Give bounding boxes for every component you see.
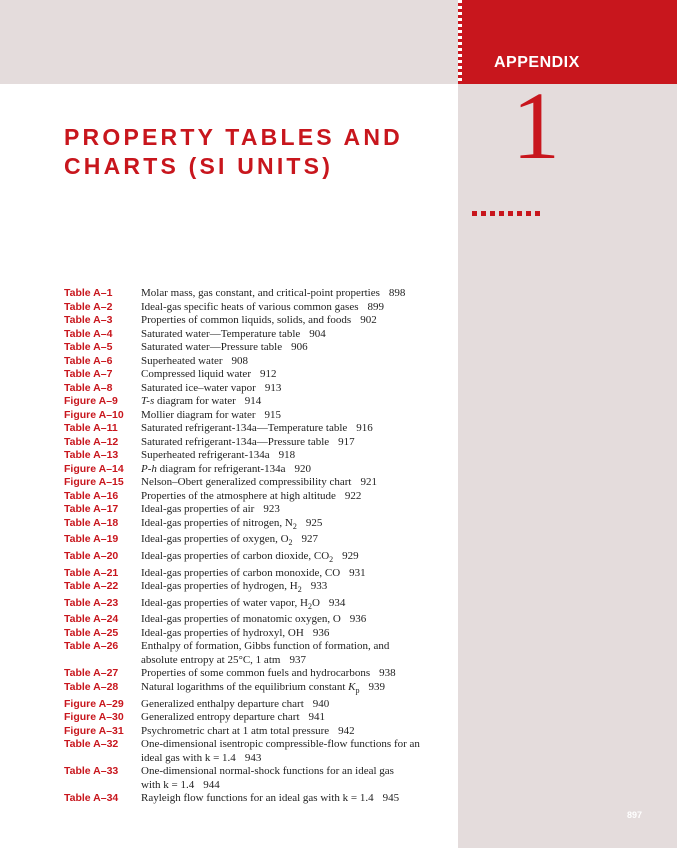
toc-entry (64, 517, 454, 534)
toc-entry (64, 287, 454, 301)
toc-description (141, 341, 454, 355)
toc-entry (64, 314, 454, 328)
toc-description-line (141, 463, 285, 475)
toc-entry (64, 395, 454, 409)
toc-text: O (311, 596, 320, 609)
toc-page: 904 (309, 327, 326, 340)
toc-label: Table A–11 (64, 422, 118, 434)
toc-text: Mollier diagram for water (141, 408, 256, 421)
toc-text: Superheated water (141, 354, 223, 367)
toc-entry (64, 382, 454, 396)
toc-description (141, 436, 454, 450)
toc-text: p (355, 686, 360, 696)
toc-description (141, 711, 454, 725)
toc-page: 923 (263, 503, 280, 515)
toc-entry (64, 533, 454, 550)
toc-entry (64, 597, 454, 614)
toc-description (141, 476, 454, 490)
toc-page: 912 (259, 368, 277, 380)
toc-description (141, 314, 454, 328)
toc-page: 933 (310, 580, 328, 593)
toc-label: Table A–34 (64, 792, 119, 805)
toc-text: P-h (141, 462, 157, 475)
toc-entry (64, 328, 454, 342)
banner-dashed-edge (458, 0, 462, 84)
toc-entry (64, 550, 454, 567)
toc-page: 944 (203, 778, 220, 791)
toc-description (141, 422, 454, 436)
toc-page: 906 (291, 341, 308, 353)
toc-label: Table A–26 (64, 640, 119, 653)
toc-description (141, 725, 454, 739)
toc-entry (64, 681, 454, 698)
toc-page: 914 (244, 395, 262, 407)
toc-text: Psychrometric chart at 1 atm total pressure (141, 724, 330, 737)
toc-page: 931 (349, 566, 366, 579)
toc-entry (64, 640, 454, 667)
toc-page: 899 (367, 300, 384, 313)
toc-text: Rayleigh flow functions for an ideal gas with k = 1.4 (141, 792, 374, 805)
toc-description (141, 382, 454, 396)
toc-page: 945 (382, 792, 400, 805)
toc-description-line (141, 436, 329, 448)
toc-description-line (141, 580, 302, 595)
toc-entry (64, 613, 454, 627)
toc-description-line (141, 503, 254, 515)
toc-page: 939 (368, 680, 385, 693)
toc-description (141, 287, 454, 301)
toc-label: Table A–16 (64, 489, 119, 502)
toc-description-line (141, 640, 389, 652)
toc-description-line (141, 765, 394, 777)
toc-label: Table A–12 (64, 435, 119, 448)
toc-label: Table A–7 (64, 368, 113, 380)
toc-label: Table A–3 (64, 314, 113, 326)
toc-description-line (141, 667, 370, 679)
toc-text: Saturated refrigerant-134a—Temperature table (141, 422, 348, 434)
toc-text: Generalized enthalpy departure chart (141, 697, 304, 710)
toc-description-line (141, 368, 251, 380)
toc-description-line (141, 725, 329, 737)
toc-text: Saturated water—Pressure table (141, 341, 283, 353)
toc-description (141, 550, 454, 567)
toc-page: 922 (344, 489, 362, 502)
toc-text: Saturated water—Temperature table (141, 327, 301, 340)
toc-description-line (141, 422, 347, 434)
toc-description-line (141, 567, 340, 579)
toc-label: Table A–5 (64, 341, 113, 353)
toc-page: 925 (305, 516, 323, 529)
toc-description-line (141, 533, 293, 548)
toc-page: 943 (244, 751, 262, 764)
toc-description-line (141, 792, 374, 804)
toc-text: Generalized entropy departure chart (141, 711, 300, 724)
toc-label: Table A–18 (64, 516, 119, 529)
toc-text: Compressed liquid water (141, 368, 251, 380)
toc-label: Figure A–29 (64, 697, 124, 710)
toc-description-line (141, 314, 351, 326)
toc-page: 913 (264, 381, 282, 394)
toc-description-line (141, 341, 282, 353)
toc-text: Ideal-gas properties of nitrogen, N (141, 516, 293, 529)
toc-label: Figure A–30 (64, 711, 124, 724)
toc-entry (64, 725, 454, 739)
toc-label: Table A–17 (64, 503, 119, 515)
toc-label: Table A–28 (64, 680, 119, 693)
toc-description (141, 395, 454, 409)
toc-label: Table A–32 (64, 738, 119, 751)
toc-text: Properties of some common fuels and hydrocarbons (141, 667, 371, 680)
toc-entry (64, 580, 454, 597)
toc-text: Ideal-gas properties of oxygen, O (141, 533, 289, 546)
toc-text: diagram for refrigerant-134a (156, 462, 286, 475)
toc-entry (64, 476, 454, 490)
toc-label: Table A–4 (64, 327, 113, 340)
toc-description-line (141, 517, 297, 529)
toc-description-line (141, 738, 420, 750)
toc-entry (64, 503, 454, 517)
toc-text: Saturated ice–water vapor (141, 381, 256, 394)
toc-entry (64, 711, 454, 725)
toc-description-line (141, 395, 236, 407)
toc-entry (64, 301, 454, 315)
toc-entry (64, 368, 454, 382)
toc-entry (64, 567, 454, 581)
toc-text: Nelson–Obert generalized compressibility chart (141, 476, 352, 488)
top-band (0, 0, 458, 84)
toc-text: Ideal-gas properties of water vapor, H (141, 596, 308, 609)
toc-description-line (141, 355, 223, 367)
toc-label: Table A–21 (64, 566, 119, 579)
toc-label: Table A–33 (64, 765, 119, 778)
toc-label: Table A–8 (64, 381, 113, 394)
toc-description (141, 368, 454, 382)
toc-description-line (141, 287, 380, 299)
toc-label: Table A–1 (64, 287, 113, 299)
toc-description-line (141, 490, 336, 502)
toc-description-line (141, 698, 304, 710)
toc-description (141, 533, 454, 550)
toc-entry (64, 627, 454, 641)
toc-label: Table A–27 (64, 667, 119, 680)
toc-text: Ideal-gas properties of hydrogen, H (141, 580, 298, 593)
right-panel (458, 0, 677, 848)
toc-description-line (141, 680, 360, 696)
toc-page: 936 (349, 613, 367, 626)
toc-text: 2 (292, 521, 297, 531)
page-title (64, 123, 403, 181)
toc-text: 2 (288, 538, 293, 548)
toc-description (141, 409, 454, 423)
toc-text: Superheated refrigerant-134a (141, 449, 270, 461)
toc-description-line (141, 613, 341, 625)
toc-text: Properties of the atmosphere at high altitude (141, 489, 336, 502)
toc-entry (64, 490, 454, 504)
toc-entry (64, 341, 454, 355)
appendix-label: APPENDIX (494, 54, 580, 71)
toc-label: Table A–19 (64, 533, 119, 546)
toc-description (141, 503, 454, 517)
toc-text: diagram for water (154, 395, 236, 407)
toc-page: 920 (294, 462, 311, 475)
toc-label: Table A–25 (64, 626, 119, 639)
toc-page: 929 (342, 549, 359, 562)
toc-description (141, 328, 454, 342)
decorative-dots (472, 211, 542, 216)
toc-text: Natural logarithms of the equilibrium constant (141, 680, 349, 693)
toc-description (141, 463, 454, 477)
toc-description-line (141, 328, 300, 340)
toc-page: 898 (388, 287, 406, 299)
toc-text: Ideal-gas properties of hydroxyl, OH (141, 626, 304, 639)
toc-page: 942 (338, 724, 355, 737)
toc-text: Ideal-gas specific heats of various common gases (141, 300, 359, 313)
toc-label: Table A–22 (64, 580, 119, 593)
toc-entry (64, 667, 454, 681)
toc-description-line (141, 301, 358, 313)
toc-label: Table A–24 (64, 613, 119, 626)
toc-text: Ideal-gas properties of monatomic oxygen, O (141, 613, 341, 626)
appendix-number: 1 (512, 72, 560, 179)
toc-description (141, 765, 454, 792)
toc-label: Figure A–10 (64, 408, 124, 421)
toc-text: 2 (297, 585, 302, 595)
toc-page: 941 (308, 711, 325, 724)
toc-entry (64, 792, 454, 806)
toc-text: Ideal-gas properties of carbon monoxide, CO (141, 566, 341, 579)
toc-description (141, 517, 454, 534)
toc-entry (64, 436, 454, 450)
toc-entry (64, 422, 454, 436)
toc-label: Table A–13 (64, 449, 119, 461)
title-line-2: CHARTS (SI UNITS) (64, 153, 334, 179)
toc-description (141, 613, 454, 627)
toc-text: 2 (329, 555, 334, 565)
toc-description-line (141, 711, 300, 723)
toc-page: 915 (264, 408, 282, 421)
toc-page: 916 (356, 422, 373, 434)
toc-text: Properties of common liquids, solids, and foods (141, 314, 352, 326)
toc-text: T-s (141, 395, 155, 407)
toc-description-line: ideal gas with k = 1.4 (141, 751, 236, 764)
toc-description-line (141, 476, 351, 488)
toc-text: 2 (307, 601, 312, 611)
toc-entry (64, 409, 454, 423)
toc-description (141, 627, 454, 641)
toc-description (141, 597, 454, 614)
toc-description-line (141, 409, 256, 421)
toc-text: Saturated refrigerant-134a—Pressure table (141, 435, 330, 448)
toc-description (141, 698, 454, 712)
title-line-1: PROPERTY TABLES AND (64, 124, 403, 150)
toc-description (141, 667, 454, 681)
toc-page: 918 (278, 449, 296, 461)
toc-text: One-dimensional normal-shock functions for an ideal gas (141, 765, 394, 778)
toc-entry (64, 355, 454, 369)
toc-description (141, 449, 454, 463)
toc-text: K (348, 680, 356, 693)
toc-page: 938 (379, 667, 396, 680)
toc-page: 908 (231, 354, 249, 367)
toc-page: 940 (312, 697, 330, 710)
toc-description (141, 580, 454, 597)
toc-description (141, 301, 454, 315)
toc-entry (64, 698, 454, 712)
toc-label: Table A–6 (64, 354, 113, 367)
toc-text: Enthalpy of formation, Gibbs function of formation, and (141, 640, 390, 653)
toc-description (141, 567, 454, 581)
toc-description-line (141, 549, 334, 565)
toc-label: Table A–20 (64, 549, 119, 562)
toc-description-line: with k = 1.4 (141, 778, 195, 791)
toc-text: Molar mass, gas constant, and critical-point properties (141, 287, 380, 299)
toc-text: One-dimensional isentropic compressible-flow functions for an (141, 738, 420, 751)
table-of-contents (64, 287, 454, 806)
toc-description (141, 738, 454, 765)
toc-text: Ideal-gas properties of air (141, 503, 255, 515)
toc-entry (64, 765, 454, 792)
toc-page: 937 (289, 653, 306, 666)
toc-description (141, 640, 454, 667)
toc-label: Table A–23 (64, 596, 119, 609)
toc-entry (64, 738, 454, 765)
toc-page: 917 (338, 435, 355, 448)
toc-description (141, 792, 454, 806)
toc-label: Table A–2 (64, 300, 113, 313)
toc-page: 936 (312, 626, 330, 639)
toc-page: 934 (328, 596, 346, 609)
toc-description (141, 355, 454, 369)
toc-entry (64, 449, 454, 463)
toc-entry (64, 463, 454, 477)
toc-label: Figure A–15 (64, 476, 124, 488)
toc-description (141, 490, 454, 504)
toc-description (141, 681, 454, 698)
toc-label: Figure A–9 (64, 395, 118, 407)
toc-description-line (141, 627, 304, 639)
toc-label: Figure A–31 (64, 724, 124, 737)
toc-description-line (141, 597, 320, 609)
toc-page: 902 (360, 314, 377, 326)
toc-description-line (141, 449, 270, 461)
toc-description-line (141, 382, 256, 394)
toc-label: Figure A–14 (64, 462, 124, 475)
toc-page: 921 (360, 476, 377, 488)
page-number: 897 (627, 810, 643, 820)
toc-description-line: absolute entropy at 25°C, 1 atm (141, 653, 281, 666)
toc-page: 927 (301, 533, 319, 546)
toc-text: Ideal-gas properties of carbon dioxide, CO (141, 549, 330, 562)
